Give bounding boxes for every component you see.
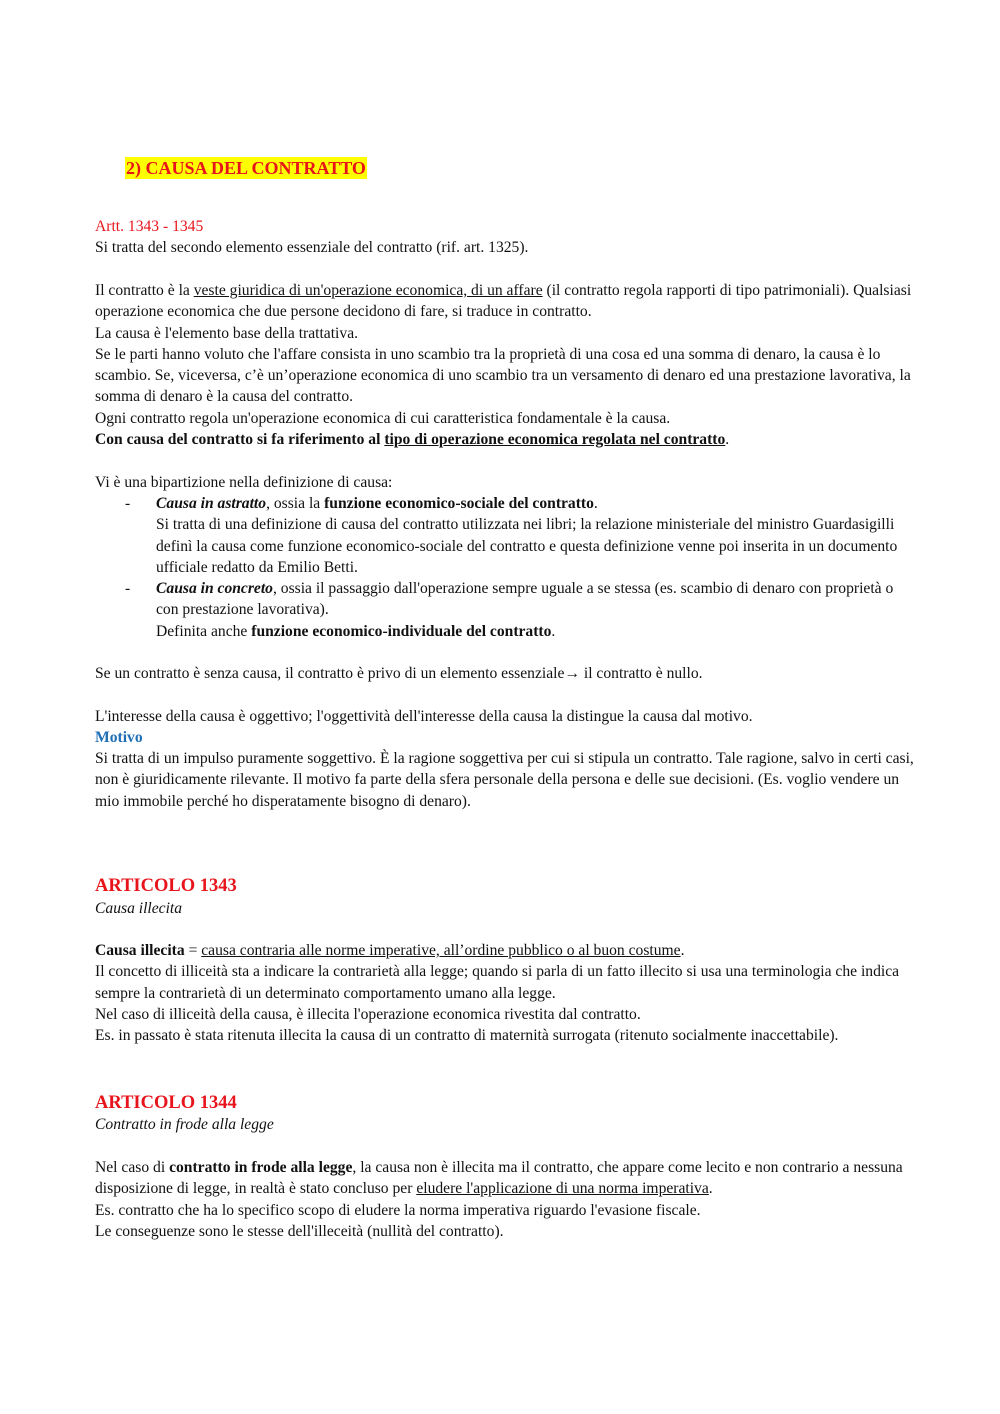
article-1344-subtitle: Contratto in frode alla legge	[95, 1116, 274, 1133]
section-title: 2) CAUSA DEL CONTRATTO	[126, 158, 366, 178]
intro-text: Si tratta del secondo elemento essenziale del contratto (rif. art. 1325).	[95, 239, 529, 256]
text-line: La causa è l'elemento base della trattativa.	[95, 324, 359, 342]
articles-reference: Artt. 1343 - 1345	[95, 218, 204, 235]
text-line: Se le parti hanno voluto che l'affare consista in uno scambio tra la proprietà di una cosa ed una somma di denaro, la causa è lo scambio. Se, viceversa, c’è un’operazione economica di uno scambio tra un versamento di denaro ed una prestazione lavorativa, la somma di denaro è la causa del contratto.	[95, 345, 911, 406]
arrow-icon: →	[564, 665, 580, 682]
list-item: - Causa in astratto, ossia la funzione economico-sociale del contratto. Si tratta di una definizione di causa del contratto utilizzata nei libri; la relazione ministeriale del ministro Guardasigilli definì la causa come funzione economico-sociale del contratto e questa definizione venne poi inserita in un documento ufficiale redatto da Emilio Betti.	[125, 495, 898, 576]
list-item: - Causa in concreto, ossia il passaggio dall'operazione sempre uguale a se stessa (es. scambio di denaro con proprietà o con prestazione lavorativa). Definita anche funzione economico-individuale del contratto.	[125, 580, 894, 640]
bullet-dash: -	[125, 580, 131, 598]
paragraph-veste-giuridica: Il contratto è la veste giuridica di un'operazione economica, di un affare (il contratto regola rapporti di tipo patrimoniali). Qualsiasi operazione economica che due persone decidono di fare, si traduce in contratto. La causa è l'elemento base della trattativa. Se le parti hanno voluto che l'affare consista in uno scambio tra la proprietà di una cosa ed una somma di denaro, la causa è lo scambio. Se, viceversa, c’è un’operazione economica di uno scambio tra un versamento di denaro ed una prestazione lavorativa, la somma di denaro è la causa del contratto. Ogni contratto regola un'operazione economica di cui caratteristica fondamentale è la causa. Con causa del contratto si fa riferimento al tipo di operazione economica regolata nel contratto.	[95, 280, 915, 450]
article-1343-heading: ARTICOLO 1343	[95, 876, 237, 896]
motivo-heading: Motivo	[95, 729, 143, 746]
definition-line: Con causa del contratto si fa riferimento al tipo di operazione economica regolata nel contratto.	[95, 431, 730, 449]
bullet-list	[95, 493, 915, 642]
underlined-phrase: veste giuridica di un'operazione economica, di un affare	[193, 282, 543, 299]
motivo-text: Si tratta di un impulso puramente soggettivo. È la ragione soggettiva per cui si stipula un contratto. Tale ragione, salvo in certi casi, non è giuridicamente rilevante. Il motivo fa parte della sfera personale della persona e delle sue decisioni. (Es. voglio vendere un mio immobile perché ho disperatamente bisogno di denaro).	[95, 750, 914, 810]
article-1344-body: Nel caso di contratto in frode alla legge, la causa non è illecita ma il contratto, che appare come lecito e non contrario a nessuna disposizione di legge, in realtà è stato concluso per eludere l'applicazione di una norma imperativa. Es. contratto che ha lo specifico scopo di eludere la norma imperativa riguardo l'evasione fiscale. Le conseguenze sono le stesse dell'illeceità (nullità del contratto).	[95, 1159, 903, 1240]
bipartizione-intro: Vi è una bipartizione nella definizione di causa:	[95, 474, 393, 491]
nullity-line: Se un contratto è senza causa, il contratto è privo di un elemento essenziale→ il contratto è nullo.	[95, 665, 703, 682]
bullet-dash: -	[125, 495, 131, 512]
article-1344-heading: ARTICOLO 1344	[95, 1093, 237, 1113]
interesse-line: L'interesse della causa è oggettivo; l'oggettività dell'interesse della causa la distingue la causa dal motivo.	[95, 708, 753, 725]
article-1343-subtitle: Causa illecita	[95, 900, 183, 917]
article-1343-body: Causa illecita = causa contraria alle norme imperative, all’ordine pubblico o al buon costume. Il concetto di illiceità sta a indicare la contrarietà alla legge; quando si parla di un fatto illecito si usa una terminologia che indica sempre la contrarietà di un determinato comportamento umano alla legge. Nel caso di illiceità della causa, è illecita l'operazione economica rivestita dal contratto. Es. in passato è stata ritenuta illecita la causa di un contratto di maternità surrogata (ritenuto socialmente inaccettabile).	[95, 942, 900, 1045]
text-line: Ogni contratto regola un'operazione economica di cui caratteristica fondamentale è la causa.	[95, 409, 671, 427]
